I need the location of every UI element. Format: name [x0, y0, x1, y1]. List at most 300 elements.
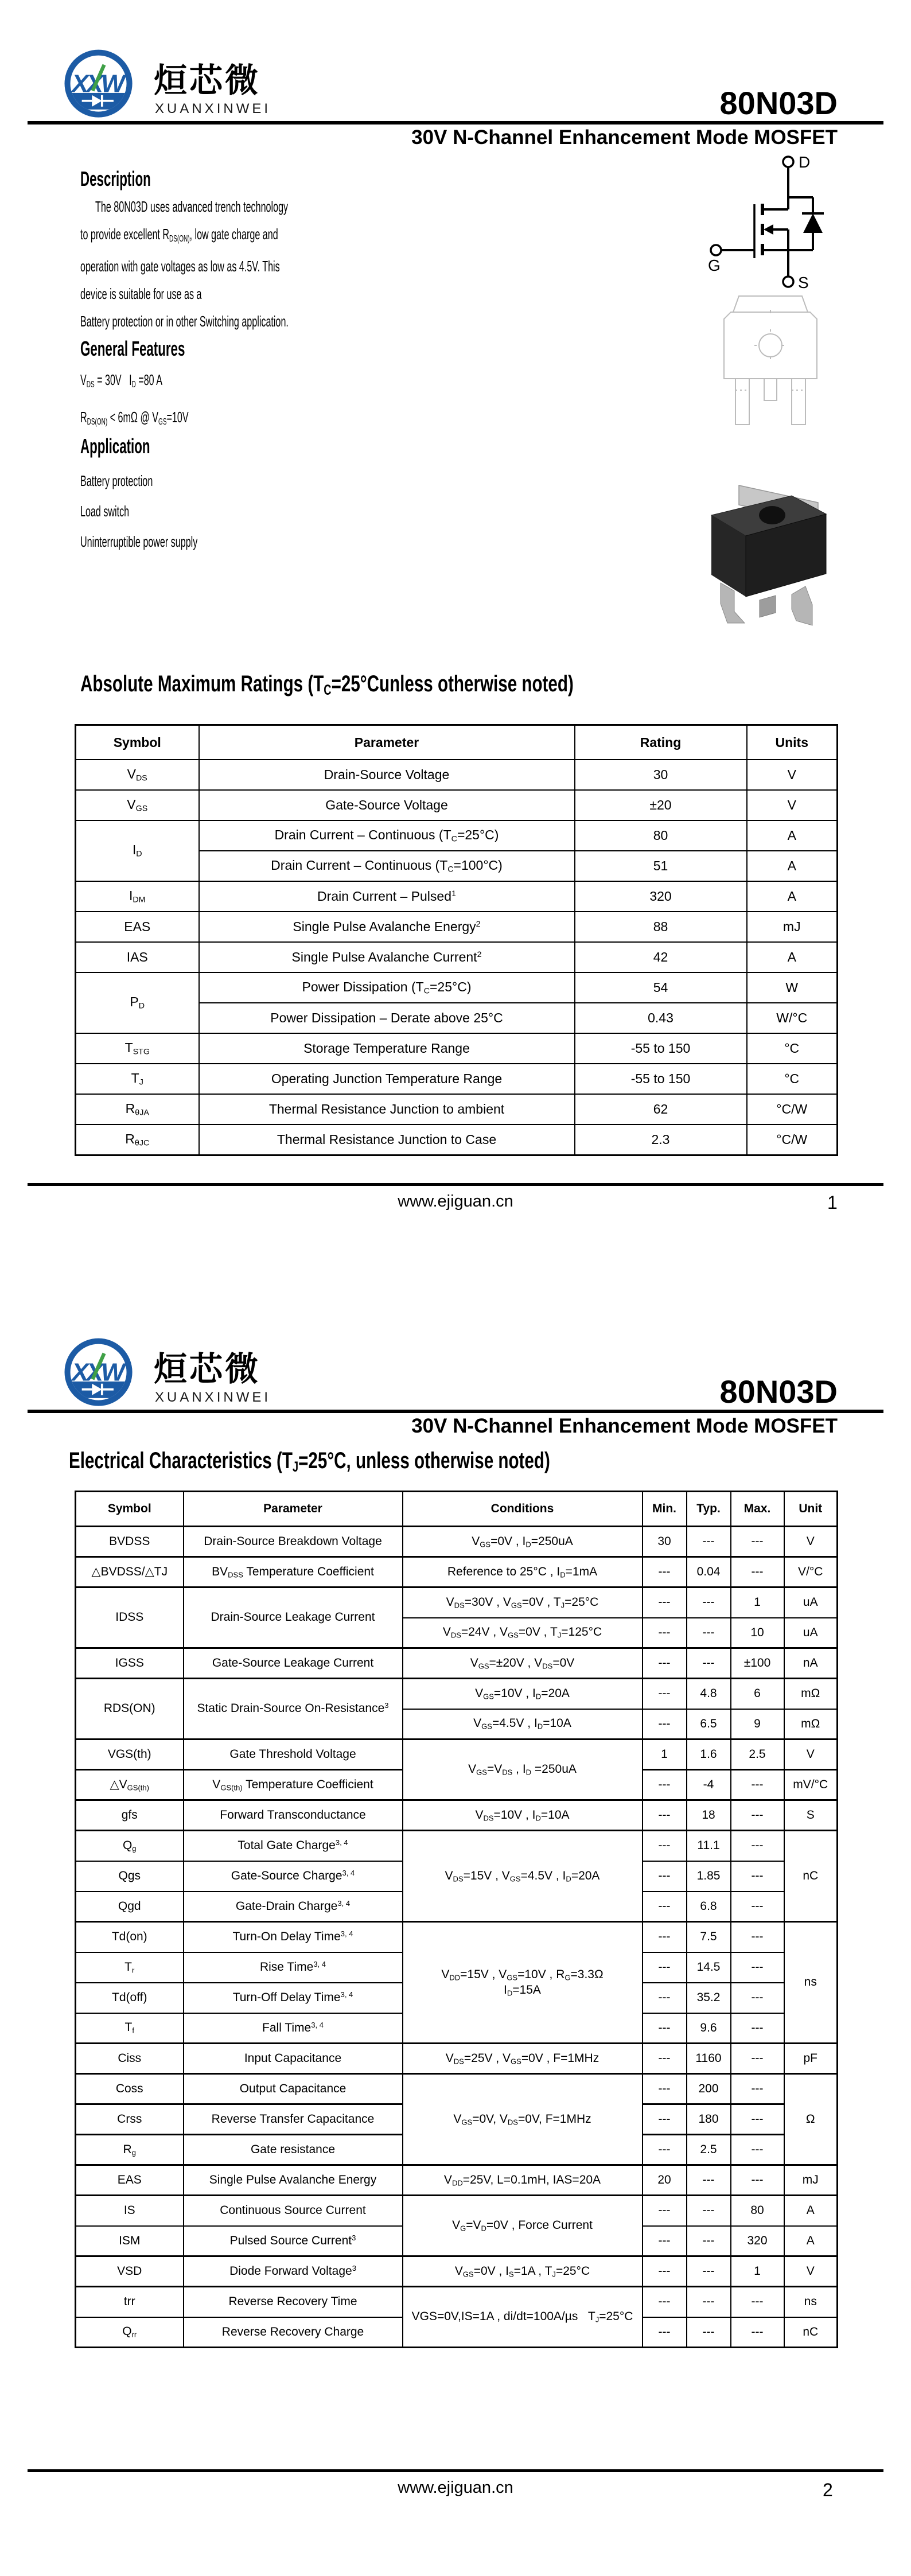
table-cell: --- [643, 1952, 687, 1983]
table-cell: 320 [575, 881, 747, 912]
table-cell: --- [643, 1557, 687, 1587]
column-header: Min. [643, 1492, 687, 1527]
table-cell: --- [731, 2317, 784, 2348]
table-cell: Continuous Source Current [184, 2196, 403, 2226]
table-cell: --- [643, 1770, 687, 1800]
package-3d-lead-center [760, 596, 776, 617]
table-cell: Reverse Transfer Capacitance [184, 2104, 403, 2135]
table-row [76, 1740, 838, 1770]
table-cell: Input Capacitance [184, 2044, 403, 2074]
table-cell: Fall Time$^{3, 4}$ [184, 2013, 403, 2044]
table-cell: --- [643, 2013, 687, 2044]
table-cell: Single Pulse Avalanche Current$^2$ [199, 942, 575, 972]
table-cell: 6 [731, 1679, 784, 1709]
table-cell: °C [747, 1064, 838, 1094]
table-cell: --- [731, 2013, 784, 2044]
table-cell: IAS [76, 942, 199, 972]
column-header: Parameter [184, 1492, 403, 1527]
table-cell: --- [643, 2256, 687, 2287]
table-cell: Gate Threshold Voltage [184, 1740, 403, 1770]
table-cell: $T_J$ [76, 1064, 199, 1094]
body-diode-icon [803, 213, 823, 233]
table-cell: 9.6 [687, 2013, 731, 2044]
brand-name-cn: 烜芯微 [154, 1351, 261, 1388]
table-cell: °C [747, 1033, 838, 1064]
table-cell: 7.5 [687, 1922, 731, 1952]
abs-max-heading: Absolute Maximum Ratings ($T_C=25^\circ Cunless$ otherwise noted) [80, 671, 574, 699]
table-cell: 11.1 [687, 1831, 731, 1861]
column-header: Parameter [199, 725, 575, 760]
table-cell: ns [784, 1922, 838, 2044]
table-cell: 1.85 [687, 1861, 731, 1892]
table-cell: V [747, 760, 838, 790]
footer-website: www.ejiguan.cn [398, 1192, 513, 1211]
company-logo [63, 1337, 150, 1410]
source-terminal [783, 277, 793, 287]
table-cell: VGS=0V,IS=1A , di/dt=100A/µs $T_J=25^\circ C$ [403, 2287, 643, 2348]
table-cell: IGSS [76, 1648, 184, 1679]
table-cell: VSD [76, 2256, 184, 2287]
company-logo [63, 48, 150, 121]
table-row [76, 1527, 838, 1557]
table-cell: Gate-Source Voltage [199, 790, 575, 820]
table-row [76, 2165, 838, 2196]
table-cell: --- [643, 2135, 687, 2165]
table-cell: Gate-Drain Charge$^{3, 4}$ [184, 1892, 403, 1922]
table-cell: $T_r$ [76, 1952, 184, 1983]
table-cell: VGS(th) [76, 1740, 184, 1770]
table-row [76, 760, 838, 790]
column-header: Unit [784, 1492, 838, 1527]
electrical-characteristics-table [75, 1491, 838, 2348]
column-header: Typ. [687, 1492, 731, 1527]
table-cell: --- [643, 2044, 687, 2074]
table-cell: Ciss [76, 2044, 184, 2074]
description-paragraph [80, 193, 289, 335]
table-cell: 1 [643, 1740, 687, 1770]
table-cell: Coss [76, 2074, 184, 2104]
description-line: to provide excellent $R_{DS(ON)}$, low gate charge and [80, 225, 278, 244]
table-cell: S [784, 1800, 838, 1831]
table-cell: -55 to 150 [575, 1033, 747, 1064]
table-cell: Total Gate Charge$^{3, 4}$ [184, 1831, 403, 1861]
table-cell: 2.3 [575, 1124, 747, 1155]
table-cell: 6.8 [687, 1892, 731, 1922]
table-cell: --- [643, 1587, 687, 1618]
column-header: Conditions [403, 1492, 643, 1527]
table-cell: 2.5 [687, 2135, 731, 2165]
table-cell: --- [643, 1831, 687, 1861]
table-cell: Drain Current – Continuous $(T_C=100^\circ C)$ [199, 851, 575, 881]
table-cell: Qgd [76, 1892, 184, 1922]
table-header-row [76, 725, 838, 760]
brand-name-en: XUANXINWEI [155, 1390, 271, 1405]
table-cell: mΩ [784, 1679, 838, 1709]
logo-monogram: XXW [72, 69, 123, 98]
table-cell: $V_{GS}=\pm 20V$ , $V_{DS}=0V$ [403, 1648, 643, 1679]
table-cell: --- [687, 2226, 731, 2256]
table-row [76, 2044, 838, 2074]
table-cell: 30 [575, 760, 747, 790]
table-cell: Reverse Recovery Charge [184, 2317, 403, 2348]
table-row [76, 2074, 838, 2104]
label-source: S [798, 274, 809, 291]
brand-name-cn: 烜芯微 [154, 62, 261, 99]
table-cell: $V_{DS}=10V$ , $I_D=10A$ [403, 1800, 643, 1831]
table-cell: 18 [687, 1800, 731, 1831]
table-cell: Qgs [76, 1861, 184, 1892]
table-row [76, 1831, 838, 1861]
table-cell: --- [731, 1983, 784, 2013]
description-line: device is suitable for use as a [80, 285, 202, 303]
table-cell: $V_{GS(th)}$ Temperature Coefficient [184, 1770, 403, 1800]
table-cell: gfs [76, 1800, 184, 1831]
table-cell: $Q_{rr}$ [76, 2317, 184, 2348]
table-row [76, 1033, 838, 1064]
table-cell: 0.43 [575, 1003, 747, 1033]
table-cell: --- [643, 2317, 687, 2348]
application-item: Battery protection [80, 472, 153, 489]
table-cell: --- [643, 2226, 687, 2256]
table-cell: 35.2 [687, 1983, 731, 2013]
table-cell: --- [643, 1800, 687, 1831]
table-cell: 62 [575, 1094, 747, 1124]
table-cell: 20 [643, 2165, 687, 2196]
table-cell: W [747, 972, 838, 1003]
table-cell: Drain Current – Continuous $(T_C=25^\circ C)$ [199, 820, 575, 851]
table-cell: 4.8 [687, 1679, 731, 1709]
table-cell: ns [784, 2287, 838, 2317]
table-cell: $V_{DS}=24V$ , $V_{GS}=0V$ , $T_J=125^\circ C$ [403, 1618, 643, 1648]
feature-item: $R_{DS(ON)} < 6m\Omega$ @ $V_{GS}=10V$ [80, 408, 189, 427]
table-cell: --- [687, 2287, 731, 2317]
table-cell: --- [643, 1679, 687, 1709]
table-cell: --- [731, 2287, 784, 2317]
table-cell: --- [643, 1892, 687, 1922]
table-cell: V/°C [784, 1557, 838, 1587]
application-item: Uninterruptible power supply [80, 533, 198, 550]
page-number: 2 [823, 2480, 833, 2500]
table-row [76, 912, 838, 942]
table-cell: 54 [575, 972, 747, 1003]
table-cell: --- [731, 1861, 784, 1892]
table-cell: 0.04 [687, 1557, 731, 1587]
table-cell: 51 [575, 851, 747, 881]
table-cell: --- [643, 2196, 687, 2226]
table-row [76, 2196, 838, 2226]
table-cell: Turn-On Delay Time$^{3, 4}$ [184, 1922, 403, 1952]
table-cell: Reference to 25°C , $I_D=1mA$ [403, 1557, 643, 1587]
table-row [76, 1064, 838, 1094]
table-cell: --- [687, 1618, 731, 1648]
table-cell: --- [643, 1709, 687, 1740]
table-row [76, 2287, 838, 2317]
table-cell: --- [731, 1922, 784, 1952]
package-hole [759, 334, 782, 357]
table-cell: --- [687, 2196, 731, 2226]
table-cell: --- [643, 1983, 687, 2013]
application-item: Load switch [80, 503, 130, 520]
brand-name-en: XUANXINWEI [155, 101, 271, 116]
table-cell: --- [687, 2256, 731, 2287]
page-subtitle: 30V N-Channel Enhancement Mode MOSFET [411, 126, 838, 149]
table-cell: 1.6 [687, 1740, 731, 1770]
column-header: Symbol [76, 725, 199, 760]
table-cell: Thermal Resistance Junction to ambient [199, 1094, 575, 1124]
table-row [76, 1648, 838, 1679]
table-cell: 42 [575, 942, 747, 972]
table-cell: $V_{GS}=0V$, $V_{DS}=0V$, F=1MHz [403, 2074, 643, 2165]
table-cell: Diode Forward Voltage$^3$ [184, 2256, 403, 2287]
table-row [76, 1094, 838, 1124]
table-cell: Rise Time$^{3, 4}$ [184, 1952, 403, 1983]
description-line: operation with gate voltages as low as 4.5V. This [80, 258, 280, 275]
table-cell: Drain-Source Voltage [199, 760, 575, 790]
table-cell: --- [643, 1648, 687, 1679]
table-cell: --- [731, 1952, 784, 1983]
table-cell: $Q_g$ [76, 1831, 184, 1861]
table-cell: ±20 [575, 790, 747, 820]
table-cell: 10 [731, 1618, 784, 1648]
description-line: The 80N03D uses advanced trench technology [95, 198, 289, 215]
table-cell: $V_{DS}=30V$ , $V_{GS}=0V$ , $T_J=25^\circ C$ [403, 1587, 643, 1618]
description-line: Battery protection or in other Switching application. [80, 313, 289, 330]
table-cell: Power Dissipation $(T_C=25^\circ C)$ [199, 972, 575, 1003]
table-cell: Storage Temperature Range [199, 1033, 575, 1064]
table-cell: V [784, 1740, 838, 1770]
features-list [80, 364, 189, 438]
page-subtitle: 30V N-Channel Enhancement Mode MOSFET [411, 1415, 838, 1437]
table-cell: $V_{GS}$ [76, 790, 199, 820]
table-row [76, 820, 838, 851]
table-cell: $T_{STG}$ [76, 1033, 199, 1064]
table-cell: 30 [643, 1527, 687, 1557]
table-cell: 6.5 [687, 1709, 731, 1740]
application-heading: Application [80, 434, 150, 458]
footer-rule [28, 1183, 883, 1186]
table-cell: $V_{GS}=4.5V$ , $I_D=10A$ [403, 1709, 643, 1740]
table-cell: $V_{DD}=25V$, L=0.1mH, IAS=20A [403, 2165, 643, 2196]
table-cell: --- [687, 2165, 731, 2196]
column-header: Rating [575, 725, 747, 760]
table-cell: --- [643, 2287, 687, 2317]
table-cell: nC [784, 1831, 838, 1922]
feature-item: $V_{DS} = 30V$ $I_D =80$ A [80, 371, 162, 390]
package-outline-drawing [716, 294, 825, 437]
table-cell: --- [731, 2104, 784, 2135]
table-cell: --- [731, 1892, 784, 1922]
table-cell: Forward Transconductance [184, 1800, 403, 1831]
table-cell: °C/W [747, 1124, 838, 1155]
table-cell: mΩ [784, 1709, 838, 1740]
description-heading: Description [80, 167, 151, 190]
table-cell: $V_{DS}=15V$ , $V_{GS}=4.5V$ , $I_D=20A$ [403, 1831, 643, 1922]
table-cell: --- [687, 1648, 731, 1679]
table-cell: pF [784, 2044, 838, 2074]
column-header: Max. [731, 1492, 784, 1527]
table-cell: A [747, 851, 838, 881]
table-cell: 2.5 [731, 1740, 784, 1770]
table-cell: $V_{GS}=V_{DS}$ , $I_D =250uA$ [403, 1740, 643, 1800]
application-list [80, 466, 197, 557]
table-cell: $R_g$ [76, 2135, 184, 2165]
table-cell: $V_G=V_D=0V$ , Force Current [403, 2196, 643, 2256]
gate-terminal [711, 245, 721, 255]
table-cell: IDSS [76, 1587, 184, 1648]
table-cell: trr [76, 2287, 184, 2317]
table-row [76, 1679, 838, 1709]
column-header: Units [747, 725, 838, 760]
table-cell: A [747, 942, 838, 972]
table-cell: --- [687, 1587, 731, 1618]
electrical-characteristics-heading: Electrical Characteristics ($T_J=25^\circ C$, unless otherwise noted) [69, 1448, 550, 1476]
table-cell: --- [731, 2074, 784, 2104]
table-cell: A [747, 820, 838, 851]
table-cell: Gate-Source Charge$^{3, 4}$ [184, 1861, 403, 1892]
package-tab [733, 296, 808, 312]
table-cell: --- [643, 2074, 687, 2104]
table-row [76, 881, 838, 912]
table-cell: mJ [784, 2165, 838, 2196]
table-cell: $I_D$ [76, 820, 199, 881]
table-row [76, 1922, 838, 1952]
table-cell: Drain-Source Breakdown Voltage [184, 1527, 403, 1557]
table-cell: --- [643, 1861, 687, 1892]
table-cell: -4 [687, 1770, 731, 1800]
table-cell: V [784, 2256, 838, 2287]
table-row [76, 972, 838, 1003]
mosfet-symbol [695, 149, 849, 296]
footer-website: www.ejiguan.cn [398, 2478, 513, 2497]
table-row [76, 942, 838, 972]
table-cell: $V_{DS}$ [76, 760, 199, 790]
table-cell: W/°C [747, 1003, 838, 1033]
table-cell: Reverse Recovery Time [184, 2287, 403, 2317]
table-cell: 9 [731, 1709, 784, 1740]
table-cell: $T_f$ [76, 2013, 184, 2044]
footer-rule [28, 2469, 883, 2472]
logo-monogram: XXW [72, 1358, 123, 1387]
table-cell: A [784, 2226, 838, 2256]
table-cell: mJ [747, 912, 838, 942]
table-cell: ISM [76, 2226, 184, 2256]
table-cell: --- [643, 1618, 687, 1648]
table-cell: --- [687, 2317, 731, 2348]
table-cell: $I_{DM}$ [76, 881, 199, 912]
table-cell: Gate-Source Leakage Current [184, 1648, 403, 1679]
table-cell: --- [643, 2104, 687, 2135]
table-cell: BVDSS [76, 1527, 184, 1557]
table-cell: nA [784, 1648, 838, 1679]
table-cell: --- [643, 1922, 687, 1952]
table-cell: Turn-Off Delay Time$^{3, 4}$ [184, 1983, 403, 2013]
table-cell: ±100 [731, 1648, 784, 1679]
table-cell: $P_D$ [76, 972, 199, 1033]
table-cell: 320 [731, 2226, 784, 2256]
table-cell: $\triangle V_{GS(th)}$ [76, 1770, 184, 1800]
table-cell: Power Dissipation – Derate above 25°C [199, 1003, 575, 1033]
label-drain: D [799, 153, 811, 171]
table-cell: °C/W [747, 1094, 838, 1124]
table-cell: EAS [76, 2165, 184, 2196]
table-cell: RDS(ON) [76, 1679, 184, 1740]
table-row [76, 2256, 838, 2287]
table-cell: --- [731, 1831, 784, 1861]
package-3d-lead-right [792, 586, 812, 625]
table-cell: --- [687, 1527, 731, 1557]
table-cell: --- [731, 1770, 784, 1800]
table-cell: $V_{DS}=25V$ , $V_{GS}=0V$ , F=1MHz [403, 2044, 643, 2074]
table-cell: Single Pulse Avalanche Energy [184, 2165, 403, 2196]
table-cell: A [784, 2196, 838, 2226]
table-cell: 88 [575, 912, 747, 942]
table-cell: Drain-Source Leakage Current [184, 1587, 403, 1648]
table-cell: IS [76, 2196, 184, 2226]
part-number: 80N03D [719, 1373, 838, 1410]
table-cell: uA [784, 1587, 838, 1618]
table-cell: $R_{\theta JC}$ [76, 1124, 199, 1155]
column-header: Symbol [76, 1492, 184, 1527]
table-row [76, 1557, 838, 1587]
table-row [76, 1800, 838, 1831]
table-cell: Drain Current – Pulsed$^1$ [199, 881, 575, 912]
table-cell: Static Drain-Source On-Resistance$^3$ [184, 1679, 403, 1740]
table-cell: 1160 [687, 2044, 731, 2074]
table-cell: --- [731, 2135, 784, 2165]
table-cell: Crss [76, 2104, 184, 2135]
table-cell: Pulsed Source Current$^3$ [184, 2226, 403, 2256]
table-cell: --- [731, 1527, 784, 1557]
table-cell: △BVDSS/△TJ [76, 1557, 184, 1587]
table-cell: 80 [731, 2196, 784, 2226]
label-gate: G [708, 256, 721, 274]
table-cell: nC [784, 2317, 838, 2348]
header-rule [28, 1410, 883, 1413]
table-cell: 80 [575, 820, 747, 851]
table-row [76, 1124, 838, 1155]
table-cell: Operating Junction Temperature Range [199, 1064, 575, 1094]
table-cell: --- [731, 1557, 784, 1587]
table-cell: 1 [731, 2256, 784, 2287]
package-3d-hole [759, 506, 785, 524]
table-cell: $BV_{DSS}$ Temperature Coefficient [184, 1557, 403, 1587]
table-cell: EAS [76, 912, 199, 942]
table-cell: $V_{DD}=15V$ , $V_{GS}=10V$ , $R_G=3.3\Omega$ $I_D=15A$ [403, 1922, 643, 2044]
table-cell: A [747, 881, 838, 912]
table-cell: V [784, 1527, 838, 1557]
table-cell: mV/°C [784, 1770, 838, 1800]
table-row [76, 1587, 838, 1618]
table-cell: 14.5 [687, 1952, 731, 1983]
table-cell: 200 [687, 2074, 731, 2104]
table-cell: $V_{GS}=10V$ , $I_D=20A$ [403, 1679, 643, 1709]
table-cell: Td(off) [76, 1983, 184, 2013]
table-cell: Td(on) [76, 1922, 184, 1952]
package-3d-image [704, 482, 839, 637]
table-cell: 1 [731, 1587, 784, 1618]
table-cell: V [747, 790, 838, 820]
features-heading: General Features [80, 337, 185, 360]
header-rule [28, 121, 883, 124]
table-cell: Single Pulse Avalanche Energy$^2$ [199, 912, 575, 942]
part-number: 80N03D [719, 85, 838, 121]
table-cell: $V_{GS}=0V$ , $I_S=1A$ , $T_J=25^\circ C$ [403, 2256, 643, 2287]
table-cell: $R_{\theta JA}$ [76, 1094, 199, 1124]
page-number: 1 [827, 1192, 838, 1213]
table-cell: Ω [784, 2074, 838, 2165]
package-body [724, 312, 817, 379]
table-cell: uA [784, 1618, 838, 1648]
